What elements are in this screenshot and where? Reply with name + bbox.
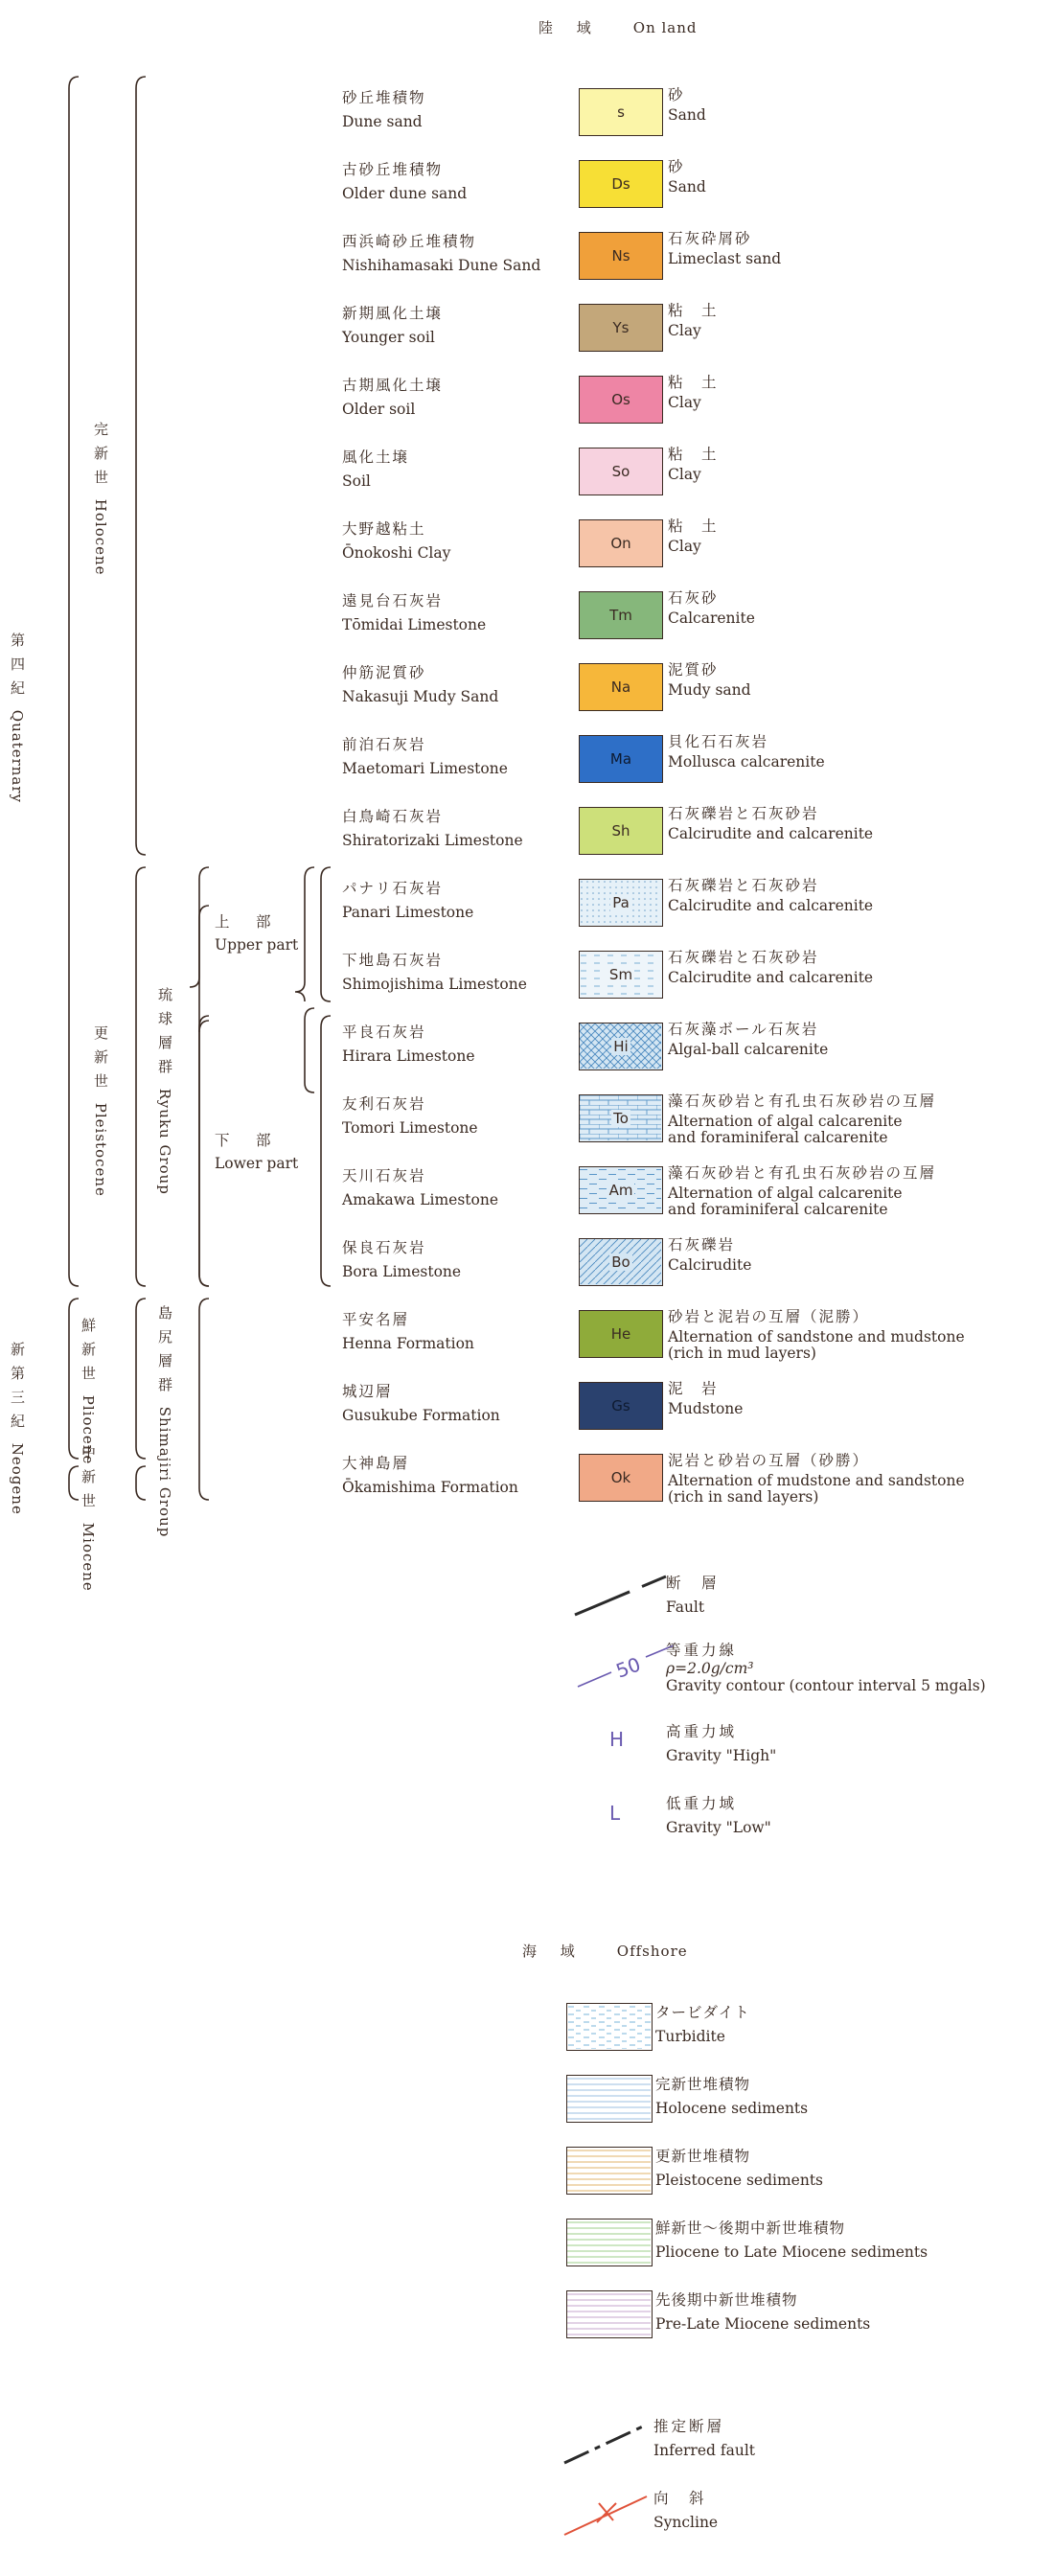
unit-lithology [668, 302, 719, 339]
unit-name-en: Bora Limestone [342, 1263, 462, 1280]
gravity-contour-number: 50 [612, 1652, 644, 1683]
lithology-ja: 泥岩と砂岩の互層（砂勝） [668, 1452, 870, 1469]
unit-code: Os [611, 391, 630, 408]
unit-lithology [668, 1380, 743, 1417]
unit-color-box [579, 735, 663, 783]
lithology-en: Mollusca calcarenite [668, 753, 825, 770]
offshore-unit-label [655, 2145, 823, 2193]
shimajiri-ja: 島尻層群 [156, 1305, 173, 1401]
unit-color-box [579, 88, 663, 136]
lithology-ja: 砂岩と泥岩の互層（泥勝） [668, 1308, 870, 1325]
unit-color-box [579, 448, 663, 495]
lithology-ja: 石灰礫岩と石灰砂岩 [668, 805, 819, 822]
unit-lithology [668, 374, 719, 411]
low-ja: 低重力域 [666, 1795, 738, 1812]
unit-color-box [579, 1094, 663, 1142]
unit-name-ja: 砂丘堆積物 [342, 89, 426, 106]
unit-lithology [668, 1021, 828, 1058]
lithology-en: Alternation of algal calcarenite [668, 1184, 903, 1202]
lithology-en-2: (rich in mud layers) [668, 1345, 816, 1362]
lithology-ja: 泥 岩 [668, 1380, 719, 1397]
lithology-ja: 石灰砂 [668, 589, 719, 607]
offshore-unit-label [655, 2217, 928, 2265]
inferred-fault-ja: 推定断層 [653, 2418, 725, 2435]
unit-name-ja: 大神島層 [342, 1455, 410, 1472]
unit-lithology [668, 661, 751, 699]
lithology-ja: 粘 土 [668, 374, 719, 391]
lithology-ja: 粘 土 [668, 302, 719, 319]
pleistocene-ja: 更新世 [92, 1025, 109, 1097]
unit-row [0, 1452, 1054, 1509]
lithology-ja: 粘 土 [668, 518, 719, 535]
lithology-en: Alternation of mudstone and sandstone [668, 1472, 965, 1489]
offshore-unit-box [566, 2219, 653, 2266]
holocene-en: Holocene [92, 498, 109, 576]
unit-row [0, 518, 1054, 575]
lithology-en-2: and foraminiferal calcarenite [668, 1201, 888, 1218]
lithology-en: Clay [668, 538, 701, 555]
unit-code: Hi [613, 1038, 629, 1055]
unit-name-en: Shimojishima Limestone [342, 976, 527, 993]
unit-code: Sh [611, 822, 630, 840]
lithology-en: Clay [668, 466, 701, 483]
offshore-heading [522, 1941, 688, 1961]
unit-lithology [668, 877, 873, 914]
high-ja: 高重力域 [666, 1723, 738, 1740]
unit-row [0, 1308, 1054, 1366]
lithology-en: Calcirudite [668, 1256, 752, 1274]
offshore-unit-label [655, 2288, 870, 2336]
unit-color-box [579, 304, 663, 352]
unit-lithology [668, 1308, 965, 1362]
lithology-en: Sand [668, 106, 706, 124]
unit-name-ja: 大野越粘土 [342, 520, 426, 538]
offshore-unit-en: Holocene sediments [655, 2100, 809, 2117]
unit-name-en: Dune sand [342, 113, 423, 130]
unit-color-box [579, 1166, 663, 1214]
unit-row [0, 302, 1054, 359]
unit-name [342, 446, 409, 494]
unit-name-ja: 遠見台石灰岩 [342, 592, 444, 610]
unit-name [342, 1092, 478, 1140]
gravity-high-mark: H [609, 1728, 625, 1751]
unit-color-box [579, 951, 663, 999]
lithology-ja: 砂 [668, 158, 685, 175]
unit-code: Am [608, 1182, 633, 1199]
unit-name-en: Ōkamishima Formation [342, 1479, 518, 1496]
offshore-unit-box [566, 2003, 653, 2051]
unit-color-box [579, 663, 663, 711]
unit-lithology [668, 805, 873, 842]
unit-name-ja: 平良石灰岩 [342, 1024, 426, 1041]
unit-row [0, 1164, 1054, 1222]
lithology-ja: 石灰礫岩と石灰砂岩 [668, 949, 819, 966]
unit-name-ja: 平安名層 [342, 1311, 410, 1328]
unit-name-en: Older soil [342, 401, 416, 418]
lithology-ja: 石灰砕屑砂 [668, 230, 752, 247]
syncline-legend [653, 2487, 718, 2535]
unit-name-en: Tōmidai Limestone [342, 616, 487, 633]
unit-row [0, 949, 1054, 1006]
lithology-en: Algal-ball calcarenite [668, 1041, 829, 1058]
quaternary-ja: 第四紀 [9, 632, 26, 704]
unit-code: Ds [611, 175, 630, 193]
unit-color-box [579, 232, 663, 280]
offshore-unit-label [655, 2073, 808, 2121]
lithology-en: Clay [668, 322, 701, 339]
unit-name [342, 1380, 500, 1428]
lithology-ja: 石灰藻ボール石灰岩 [668, 1021, 819, 1038]
unit-name-en: Nakasuji Mudy Sand [342, 688, 499, 705]
fault-legend [666, 1572, 720, 1620]
pliocene-en: Pliocene [80, 1394, 97, 1465]
unit-lithology [668, 1452, 965, 1506]
unit-name-ja: 西浜崎砂丘堆積物 [342, 233, 477, 250]
high-en: Gravity "High" [666, 1747, 777, 1764]
unit-row [0, 446, 1054, 503]
fault-ja: 断 層 [666, 1575, 720, 1592]
unit-lithology [668, 949, 873, 986]
lithology-en: Calcarenite [668, 610, 755, 627]
unit-name [342, 518, 450, 565]
syncline-ja: 向 斜 [653, 2490, 707, 2507]
unit-lithology [668, 1236, 751, 1274]
unit-name [342, 158, 467, 206]
unit-name [342, 949, 527, 997]
unit-name [342, 374, 443, 422]
unit-row [0, 877, 1054, 934]
unit-name-en: Tomori Limestone [342, 1119, 478, 1137]
unit-name [342, 1236, 461, 1284]
unit-name-en: Ōnokoshi Clay [342, 544, 451, 562]
unit-name [342, 302, 443, 350]
unit-color-box [579, 519, 663, 567]
unit-name-en: Younger soil [342, 329, 435, 346]
unit-color-box [579, 1310, 663, 1358]
miocene-ja: 中新世 [80, 1445, 97, 1517]
gravity-contour-symbol [573, 1644, 678, 1691]
unit-code: Ma [609, 750, 632, 768]
unit-code: Pa [612, 894, 630, 911]
unit-lithology [668, 1164, 936, 1218]
unit-name-en: Hirara Limestone [342, 1047, 475, 1065]
unit-name-ja: 天川石灰岩 [342, 1167, 426, 1184]
gravity-contour-legend [666, 1641, 986, 1694]
miocene-en: Miocene [80, 1522, 97, 1592]
offshore-unit-en: Pre-Late Miocene sediments [655, 2315, 871, 2333]
unit-row [0, 1092, 1054, 1150]
low-en: Gravity "Low" [666, 1819, 771, 1836]
unit-name-ja: 古期風化土壌 [342, 377, 444, 394]
unit-name-en: Maetomari Limestone [342, 760, 508, 777]
lithology-en: Alternation of sandstone and mudstone [668, 1328, 965, 1346]
syncline-en: Syncline [653, 2514, 719, 2531]
gravity-low-legend [666, 1792, 771, 1840]
unit-name-ja: 風化土壌 [342, 448, 410, 466]
unit-color-box [579, 160, 663, 208]
unit-color-box [579, 1454, 663, 1502]
offshore-heading-en: Offshore [616, 1943, 688, 1960]
upper-ja: 上 部 [215, 913, 277, 931]
unit-name [342, 805, 523, 853]
quaternary-en: Quaternary [9, 709, 26, 804]
unit-code: Tm [609, 607, 632, 624]
offshore-unit-en: Pleistocene sediments [655, 2172, 824, 2189]
unit-row [0, 86, 1054, 144]
holocene-ja: 完新世 [92, 422, 109, 494]
unit-code: So [611, 463, 630, 480]
offshore-unit-ja: 鮮新世～後期中新世堆積物 [655, 2220, 846, 2237]
lithology-ja: 藻石灰砂岩と有孔虫石灰砂岩の互層 [668, 1092, 937, 1110]
unit-name-en: Panari Limestone [342, 904, 474, 921]
unit-code: s [617, 104, 625, 121]
unit-row [0, 374, 1054, 431]
gravity-rho: ρ=2.0g/cm³ [666, 1660, 754, 1677]
lower-en: Lower part [215, 1155, 299, 1172]
lithology-en: Calcirudite and calcarenite [668, 969, 874, 986]
unit-name-ja: 前泊石灰岩 [342, 736, 426, 753]
unit-name-en: Gusukube Formation [342, 1407, 500, 1424]
offshore-unit-ja: 更新世堆積物 [655, 2148, 751, 2165]
offshore-unit-ja: タービダイト [655, 2004, 750, 2021]
unit-row [0, 589, 1054, 647]
unit-name-ja: 保良石灰岩 [342, 1239, 426, 1256]
unit-code: Ys [612, 319, 630, 336]
unit-code: To [613, 1110, 629, 1127]
unit-code: On [610, 535, 631, 552]
unit-row [0, 158, 1054, 216]
unit-name-en: Henna Formation [342, 1335, 474, 1352]
unit-color-box [579, 879, 663, 927]
inferred-fault-symbol [561, 2420, 656, 2468]
unit-lithology [668, 230, 781, 267]
gravity-high-legend [666, 1720, 776, 1768]
unit-name-ja: 白鳥崎石灰岩 [342, 808, 444, 825]
lithology-ja: 貝化石石灰岩 [668, 733, 769, 750]
lithology-en: Alternation of algal calcarenite [668, 1113, 903, 1130]
unit-name [342, 1164, 498, 1212]
offshore-unit-en: Turbidite [655, 2028, 725, 2045]
unit-name-en: Nishihamasaki Dune Sand [342, 257, 541, 274]
unit-lithology [668, 589, 755, 627]
unit-name [342, 230, 540, 278]
unit-name-ja: 城辺層 [342, 1383, 393, 1400]
unit-name [342, 86, 426, 134]
upper-en: Upper part [215, 936, 299, 954]
pleistocene-en: Pleistocene [92, 1102, 109, 1197]
lithology-en: Calcirudite and calcarenite [668, 897, 874, 914]
unit-lithology [668, 518, 719, 555]
unit-lithology [668, 158, 706, 196]
unit-color-box [579, 807, 663, 855]
inferred-fault-legend [653, 2415, 755, 2463]
lithology-ja: 石灰礫岩 [668, 1236, 736, 1254]
lithology-en-2: (rich in sand layers) [668, 1488, 819, 1506]
shimajiri-en: Shimajiri Group [156, 1406, 173, 1538]
unit-row [0, 805, 1054, 862]
onland-heading-en: On land [632, 19, 698, 36]
unit-name-ja: 新期風化土壌 [342, 305, 444, 322]
lithology-ja: 砂 [668, 86, 685, 104]
unit-color-box [579, 1023, 663, 1070]
unit-color-box [579, 1238, 663, 1286]
offshore-unit-box [566, 2290, 653, 2338]
unit-row [0, 1021, 1054, 1078]
unit-code: Sm [608, 966, 633, 983]
unit-lithology [668, 1092, 936, 1146]
offshore-unit-en: Pliocene to Late Miocene sediments [655, 2243, 928, 2261]
unit-name [342, 1452, 518, 1500]
pliocene-ja: 鮮新世 [80, 1318, 97, 1390]
neogene-ja: 新第三紀 [9, 1342, 26, 1438]
unit-name [342, 877, 473, 925]
unit-color-box [579, 591, 663, 639]
lithology-en: Calcirudite and calcarenite [668, 825, 874, 842]
offshore-unit-label [655, 2001, 750, 2049]
unit-name-en: Amakawa Limestone [342, 1191, 498, 1208]
gravity-ja: 等重力線 [666, 1642, 738, 1659]
unit-name-en: Shiratorizaki Limestone [342, 832, 523, 849]
unit-row [0, 230, 1054, 288]
fault-symbol [570, 1572, 676, 1620]
offshore-unit-box [566, 2075, 653, 2123]
ryukyu-ja: 琉球層群 [156, 987, 173, 1083]
unit-row [0, 1380, 1054, 1438]
fault-en: Fault [666, 1598, 705, 1616]
lower-ja: 下 部 [215, 1132, 277, 1149]
unit-code: Bo [611, 1254, 630, 1271]
unit-color-box [579, 376, 663, 424]
unit-color-box [579, 1382, 663, 1430]
unit-name [342, 661, 498, 709]
unit-lithology [668, 733, 825, 770]
onland-heading-ja: 陸 域 [538, 19, 601, 36]
ryukyu-en: Ryuku Group [156, 1088, 173, 1195]
unit-name [342, 733, 508, 781]
inferred-fault-en: Inferred fault [653, 2442, 756, 2459]
lithology-ja: 粘 土 [668, 446, 719, 463]
unit-row [0, 733, 1054, 791]
syncline-symbol [561, 2492, 656, 2540]
lithology-en-2: and foraminiferal calcarenite [668, 1129, 888, 1146]
unit-name-ja: 仲筋泥質砂 [342, 664, 426, 681]
unit-name [342, 589, 486, 637]
unit-name-en: Older dune sand [342, 185, 468, 202]
unit-name-ja: 古砂丘堆積物 [342, 161, 444, 178]
offshore-heading-ja: 海 域 [522, 1943, 584, 1960]
unit-row [0, 1236, 1054, 1294]
lithology-en: Limeclast sand [668, 250, 782, 267]
offshore-unit-box [566, 2147, 653, 2195]
unit-code: Gs [611, 1397, 630, 1414]
offshore-unit-ja: 完新世堆積物 [655, 2076, 751, 2093]
lithology-en: Sand [668, 178, 706, 196]
offshore-unit-ja: 先後期中新世堆積物 [655, 2291, 798, 2309]
unit-code: Ok [610, 1469, 631, 1486]
unit-name-en: Soil [342, 472, 371, 490]
lithology-en: Clay [668, 394, 701, 411]
unit-code: Na [610, 678, 631, 696]
lithology-en: Mudy sand [668, 681, 751, 699]
unit-name-ja: 友利石灰岩 [342, 1095, 426, 1113]
neogene-en: Neogene [9, 1442, 26, 1515]
unit-name [342, 1308, 474, 1356]
unit-name-ja: 下地島石灰岩 [342, 952, 444, 969]
unit-name [342, 1021, 475, 1069]
unit-code: Ns [611, 247, 630, 264]
gravity-low-mark: L [609, 1802, 621, 1825]
unit-row [0, 661, 1054, 719]
lithology-ja: 泥質砂 [668, 661, 719, 678]
unit-code: He [610, 1325, 631, 1343]
lithology-ja: 藻石灰砂岩と有孔虫石灰砂岩の互層 [668, 1164, 937, 1182]
lithology-en: Mudstone [668, 1400, 744, 1417]
gravity-en: Gravity contour (contour interval 5 mgals) [666, 1677, 986, 1694]
unit-name-ja: パナリ石灰岩 [342, 880, 444, 897]
unit-lithology [668, 446, 719, 483]
lithology-ja: 石灰礫岩と石灰砂岩 [668, 877, 819, 894]
unit-lithology [668, 86, 706, 124]
